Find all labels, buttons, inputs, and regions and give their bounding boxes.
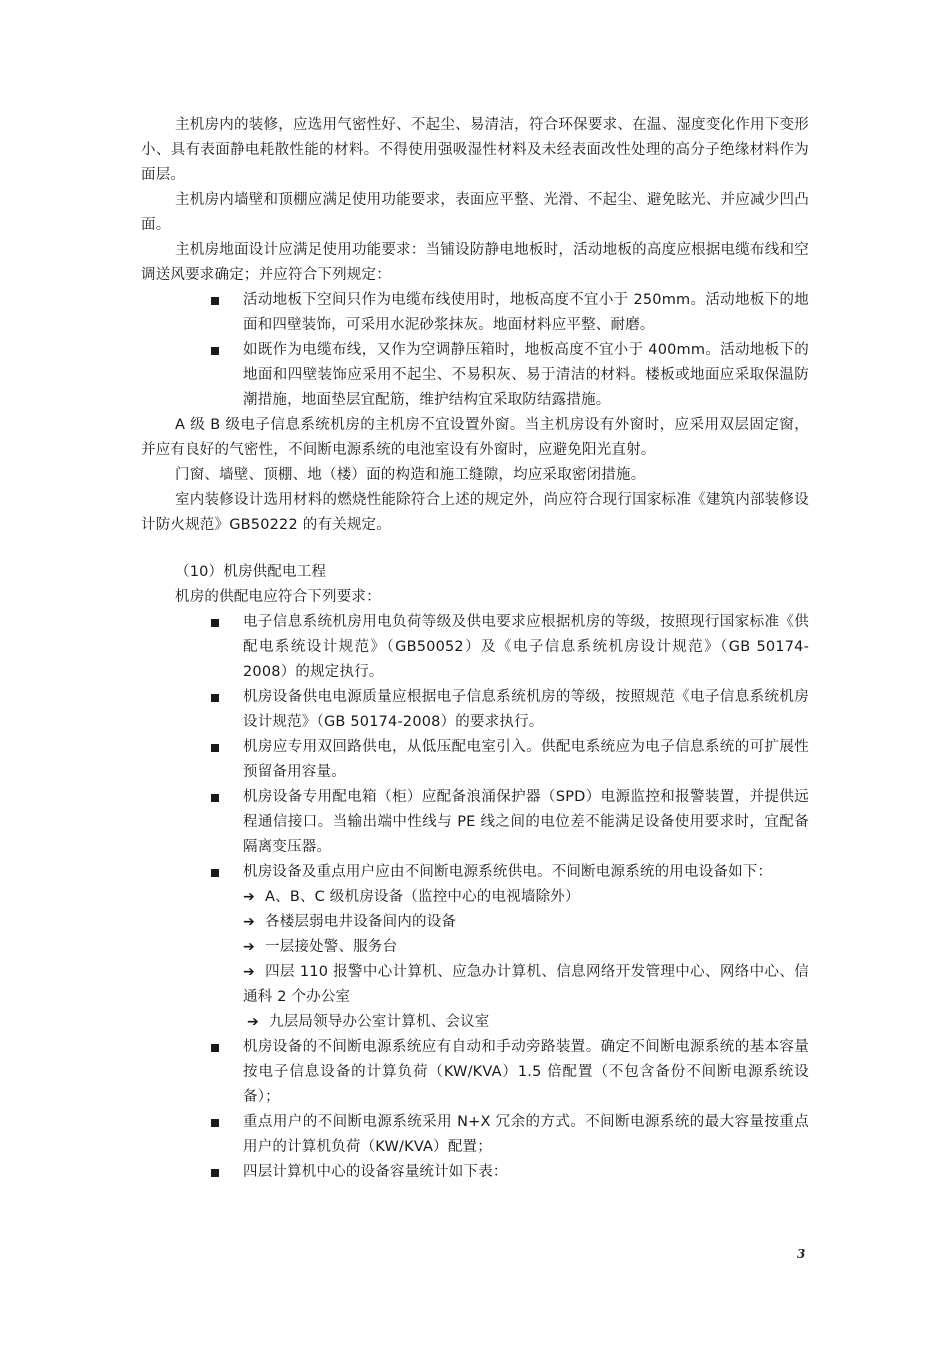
list-item — [141, 860, 809, 1035]
paragraph-windows: A 级 B 级电子信息系统机房的主机房不宜设置外窗。当主机房设有外窗时，应采用双层固定窗，并应有良好的气密性，不间断电源系统的电池室设有外窗时，应避免阳光直射。 — [141, 417, 809, 458]
paragraph-fire-safety: 室内装修设计选用材料的燃烧性能除符合上述的规定外，尚应符合现行国家标准《建筑内部装修设计防火规范》GB50222 的有关规定。 — [141, 492, 809, 533]
square-bullet-icon — [211, 1119, 219, 1127]
arrow-list-item — [243, 960, 809, 1010]
list-item-text: 机房设备的不间断电源系统应有自动和手动旁路装置。确定不间断电源系统的基本容量按电子信息设备的计算负荷（KW/KVA）1.5 倍配置（不包含备份不间断电源系统设备）； — [243, 1039, 809, 1105]
page-content — [141, 113, 809, 1185]
arrow-right-icon: ➔ — [243, 964, 255, 980]
list-item-text: 机房设备供电电源质量应根据电子信息系统机房的等级，按照规范《电子信息系统机房设计规范》（GB 50174-2008）的要求执行。 — [243, 689, 809, 730]
list-item-text: 重点用户的不间断电源系统采用 N+X 冗余的方式。不间断电源系统的最大容量按重点用户的计算机负荷（KW/KVA）配置； — [243, 1114, 809, 1155]
list-item-text: 如既作为电缆布线，又作为空调静压箱时，地板高度不宜小于 400mm。活动地板下的地面和四壁装饰应采用不起尘、不易积灰、易于清洁的材料。楼板或地面应采取保温防潮措施，地面垫层宜配筋，维护结构宜采取防结露措施。 — [243, 342, 809, 408]
square-bullet-icon — [211, 347, 219, 355]
arrow-list-item — [243, 935, 809, 960]
list-item — [141, 785, 809, 860]
list-item-text: 机房设备专用配电箱（柜）应配备浪涌保护器（SPD）电源监控和报警装置，并提供远程通信接口。当输出端中性线与 PE 线之间的电位差不能满足设备使用要求时，宜配备隔离变压器。 — [243, 789, 809, 855]
list-item — [141, 288, 809, 338]
list-item — [141, 735, 809, 785]
list-item-text: 电子信息系统机房用电负荷等级及供电要求应根据机房的等级，按照现行国家标准《供配电系统设计规范》（GB50052）及《电子信息系统机房设计规范》（GB 50174-2008）的规定执行。 — [243, 614, 809, 680]
list-item-text: 机房应专用双回路供电，从低压配电室引入。供配电系统应为电子信息系统的可扩展性预留备用容量。 — [243, 739, 809, 780]
arrow-list-item — [243, 910, 809, 935]
page-number: 3 — [797, 1247, 806, 1261]
square-bullet-icon — [211, 744, 219, 752]
list-item — [141, 685, 809, 735]
list-item-text: 四层计算机中心的设备容量统计如下表： — [243, 1164, 508, 1180]
arrow-right-icon: ➔ — [243, 914, 255, 930]
floor-rules-list — [141, 288, 809, 413]
square-bullet-icon — [211, 694, 219, 702]
square-bullet-icon — [211, 1044, 219, 1052]
power-section — [141, 560, 809, 1185]
list-item — [141, 610, 809, 685]
square-bullet-icon — [211, 869, 219, 877]
paragraph-sealing: 门窗、墙壁、顶棚、地（楼）面的构造和施工缝隙，均应采取密闭措施。 — [175, 467, 646, 483]
arrow-list-item — [243, 1010, 809, 1035]
list-item — [141, 1035, 809, 1110]
arrow-right-icon: ➔ — [243, 939, 255, 955]
square-bullet-icon — [211, 619, 219, 627]
square-bullet-icon — [211, 794, 219, 802]
section-lead: 机房的供配电应符合下列要求： — [175, 589, 381, 605]
arrow-list-item — [243, 885, 809, 910]
ups-device-list — [243, 885, 809, 1035]
arrow-list-item-text: 四层 110 报警中心计算机、应急办计算机、信息网络开发管理中心、网络中心、信通科 2 个办公室 — [243, 964, 809, 1005]
list-item-text: 活动地板下空间只作为电缆布线使用时，地板高度不宜小于 250mm。活动地板下的地面和四壁装饰，可采用水泥砂浆抹灰。地面材料应平整、耐磨。 — [243, 292, 809, 333]
arrow-list-item-text: 一层接处警、服务台 — [265, 939, 398, 955]
arrow-right-icon: ➔ — [243, 889, 255, 905]
paragraph-wall-ceiling: 主机房内墙壁和顶棚应满足使用功能要求，表面应平整、光滑、不起尘、避免眩光、并应减少凹凸面。 — [141, 192, 809, 233]
paragraph-decoration-materials: 主机房内的装修，应选用气密性好、不起尘、易清洁，符合环保要求、在温、湿度变化作用下变形小、具有表面静电耗散性能的材料。不得使用强吸湿性材料及未经表面改性处理的高分子绝缘材料作为面层。 — [141, 117, 809, 183]
paragraph-floor-design: 主机房地面设计应满足使用功能要求：当铺设防静电地板时，活动地板的高度应根据电缆布线和空调送风要求确定；并应符合下列规定： — [141, 242, 809, 283]
list-item — [141, 1160, 809, 1185]
square-bullet-icon — [211, 297, 219, 305]
section-title: （10）机房供配电工程 — [175, 564, 327, 580]
list-item — [141, 1110, 809, 1160]
arrow-list-item-text: A、B、C 级机房设备（监控中心的电视墙除外） — [265, 889, 580, 905]
arrow-right-icon: ➔ — [247, 1014, 259, 1030]
power-rules-list — [141, 610, 809, 1185]
arrow-list-item-text: 各楼层弱电井设备间内的设备 — [265, 914, 457, 930]
arrow-list-item-text: 九层局领导办公室计算机、会议室 — [269, 1014, 490, 1030]
list-item — [141, 338, 809, 413]
square-bullet-icon — [211, 1169, 219, 1177]
list-item-text: 机房设备及重点用户应由不间断电源系统供电。不间断电源系统的用电设备如下： — [243, 864, 773, 880]
